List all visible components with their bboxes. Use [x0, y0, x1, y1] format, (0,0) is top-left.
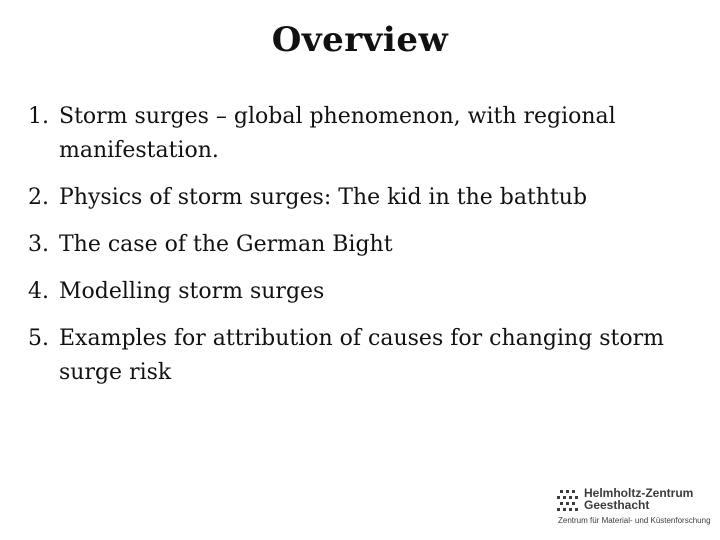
- logo-tagline: Zentrum für Material- und Küstenforschung: [558, 516, 711, 525]
- list-item-text: Physics of storm surges: The kid in the bathtub: [59, 185, 588, 210]
- list-item-number: 3.: [28, 232, 49, 257]
- list-item-text: Storm surges – global phenomenon, with regional manifestation.: [59, 104, 616, 163]
- list-item-number: 4.: [28, 279, 49, 304]
- list-item: [28, 322, 688, 390]
- list-item: [28, 228, 688, 262]
- list-item-text: The case of the German Bight: [59, 232, 393, 257]
- overview-list: [28, 100, 688, 403]
- list-item: [28, 100, 688, 168]
- list-item-text: Modelling storm surges: [59, 279, 325, 304]
- list-item-number: 2.: [28, 185, 49, 210]
- logo-dots-icon: [556, 488, 580, 512]
- list-item: [28, 181, 688, 215]
- list-item-text: Examples for attribution of causes for changing storm surge risk: [59, 326, 665, 385]
- list-item-number: 1.: [28, 104, 49, 129]
- logo-name-line2: Geesthacht: [584, 498, 650, 512]
- slide-title: Overview: [271, 20, 449, 60]
- helmholtz-logo: [556, 486, 711, 530]
- list-item-number: 5.: [28, 326, 49, 351]
- logo-name-line1: Helmholtz-Zentrum: [584, 486, 694, 500]
- list-item: [28, 275, 688, 309]
